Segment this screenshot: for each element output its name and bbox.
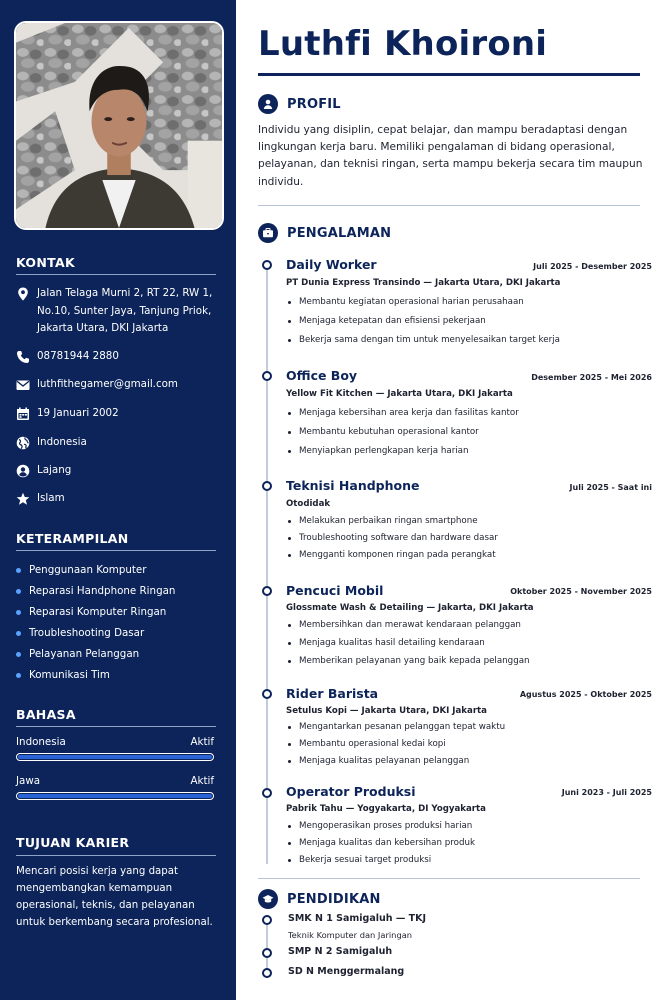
bullet-dot xyxy=(288,743,291,746)
email-icon xyxy=(16,378,30,392)
bullet-dot xyxy=(288,412,291,415)
skill-bullet xyxy=(16,652,21,657)
job-company: Setulus Kopi — Jakarta Utara, DKI Jakarta xyxy=(286,706,487,716)
bullet-text: Melakukan perbaikan ringan smartphone xyxy=(299,516,478,526)
skill-item xyxy=(16,648,139,660)
bullet-dot xyxy=(288,537,291,540)
job-date: Desember 2025 - Mei 2026 xyxy=(531,373,652,382)
language-level: Aktif xyxy=(190,736,214,748)
bullet-text: Mengoperasikan proses produksi harian xyxy=(299,821,473,831)
timeline-dot xyxy=(262,968,272,978)
job-company: Otodidak xyxy=(286,499,331,509)
phone-number: 08781944 2880 xyxy=(37,350,119,362)
profil-heading: PROFIL xyxy=(287,96,341,112)
job-company: Pabrik Tahu — Yogyakarta, DI Yogyakarta xyxy=(286,804,486,814)
bullet-dot xyxy=(288,726,291,729)
skill-bullet xyxy=(16,673,21,678)
job-date: Agustus 2025 - Oktober 2025 xyxy=(519,690,652,699)
job-bullet xyxy=(288,516,478,526)
keterampilan-heading: KETERAMPILAN xyxy=(16,531,129,546)
skill-bullet xyxy=(16,631,21,636)
pengalaman-heading: PENGALAMAN xyxy=(287,225,392,241)
pengalaman-section-title xyxy=(258,223,391,243)
bullet-text: Menjaga kebersihan area kerja dan fasilitas kantor xyxy=(299,408,519,418)
sidebar xyxy=(0,0,236,1000)
job-bullet xyxy=(288,408,519,418)
language-level: Aktif xyxy=(190,775,214,787)
language-row xyxy=(16,775,214,787)
language-level-fill xyxy=(18,755,212,759)
job-bullet xyxy=(288,446,469,456)
skill-bullet xyxy=(16,568,21,573)
job-title: Teknisi Handphone xyxy=(286,478,420,493)
bullet-text: Membersihkan dan merawat kendaraan pelanggan xyxy=(299,620,521,630)
job-bullet xyxy=(288,756,469,766)
job-bullet xyxy=(288,656,530,666)
timeline-dot xyxy=(262,915,272,925)
profil-text: Individu yang disiplin, cepat belajar, dan mampu beradaptasi dengan lingkungan kerja baru. Memiliki pengalaman di bidang operasional, pelayanan, dan teknisi ringan, serta mampu bekerja secara tim maupun individu. xyxy=(258,124,643,188)
education-school: SMK N 1 Samigaluh — TKJ xyxy=(288,913,427,924)
skill-item xyxy=(16,606,166,618)
job-bullet xyxy=(288,550,496,560)
bullet-text: Mengantarkan pesanan pelanggan tepat waktu xyxy=(299,722,506,732)
skill-item xyxy=(16,669,110,681)
bullet-text: Membantu kebutuhan operasional kantor xyxy=(299,427,479,437)
education-major: Teknik Komputer dan Jaringan xyxy=(288,930,413,940)
skill-bullet xyxy=(16,589,21,594)
job-date: Juli 2025 - Desember 2025 xyxy=(533,262,652,271)
contact-nationality xyxy=(16,436,221,452)
skill-item xyxy=(16,627,144,639)
globe-icon xyxy=(16,436,30,450)
name-underline xyxy=(258,73,640,76)
bullet-text: Menjaga ketepatan dan efisiensi pekerjaan xyxy=(299,316,486,326)
contact-address xyxy=(16,287,221,338)
email-address: luthfithegamer@gmail.com xyxy=(37,378,178,390)
tujuan-karier-divider xyxy=(16,855,216,856)
bullet-text: Menjaga kualitas hasil detailing kendaraan xyxy=(299,638,485,648)
education-school: SMP N 2 Samigaluh xyxy=(288,946,393,957)
job-company: PT Dunia Express Transindo — Jakarta Utara, DKI Jakarta xyxy=(286,278,561,288)
pendidikan-heading: PENDIDIKAN xyxy=(287,891,381,907)
skill-label: Troubleshooting Dasar xyxy=(29,627,145,639)
bullet-text: Menjaga kualitas pelayanan pelanggan xyxy=(299,756,470,766)
bahasa-divider xyxy=(16,726,216,727)
phone-icon xyxy=(16,350,30,364)
bullet-dot xyxy=(288,450,291,453)
contact-birthdate xyxy=(16,407,221,423)
language-level-bar xyxy=(16,792,214,800)
language-name: Indonesia xyxy=(16,736,66,748)
bullet-dot xyxy=(288,339,291,342)
bullet-dot xyxy=(288,760,291,763)
keterampilan-divider xyxy=(16,550,216,551)
pendidikan-section-title xyxy=(258,889,381,909)
bullet-dot xyxy=(288,431,291,434)
address-line-1: Jalan Telaga Murni 2, RT 22, RW 1, xyxy=(37,287,213,299)
timeline-dot xyxy=(262,260,272,270)
bullet-dot xyxy=(288,624,291,627)
timeline-dot xyxy=(262,689,272,699)
skill-item xyxy=(16,585,175,597)
bullet-dot xyxy=(288,642,291,645)
graduation-cap-icon xyxy=(258,889,278,909)
timeline-dot xyxy=(262,371,272,381)
job-bullet xyxy=(288,821,472,831)
language-level-fill xyxy=(18,794,212,798)
pengalaman-divider xyxy=(258,878,640,879)
job-bullet xyxy=(288,620,521,630)
contact-phone xyxy=(16,350,221,366)
bullet-dot xyxy=(288,320,291,323)
timeline-dot xyxy=(262,788,272,798)
contact-address-text xyxy=(37,285,212,338)
timeline-dot xyxy=(262,481,272,491)
job-bullet xyxy=(288,855,431,865)
profile-user-icon xyxy=(258,94,278,114)
briefcase-icon xyxy=(258,223,278,243)
skill-label: Komunikasi Tim xyxy=(29,669,110,681)
location-pin-icon xyxy=(16,287,30,301)
job-title: Rider Barista xyxy=(286,686,379,701)
bullet-dot xyxy=(288,301,291,304)
address-line-3: Jakarta Utara, DKI Jakarta xyxy=(37,322,169,334)
job-date: Oktober 2025 - November 2025 xyxy=(510,587,652,596)
bullet-text: Bekerja sesuai target produksi xyxy=(299,855,432,865)
job-bullet xyxy=(288,533,498,543)
profile-photo xyxy=(14,21,224,230)
job-company: Glossmate Wash & Detailing — Jakarta, DKI Jakarta xyxy=(286,603,534,613)
contact-marital-status xyxy=(16,464,221,480)
education-school: SD N Menggermalang xyxy=(288,966,405,977)
skill-label: Pelayanan Pelanggan xyxy=(29,648,140,660)
bullet-dot xyxy=(288,842,291,845)
career-goal-text: Mencari posisi kerja yang dapat mengembangkan kemampuan operasional, teknis, dan pelayanan untuk berkembang secara profesional. xyxy=(16,866,213,928)
address-line-2: No.10, Sunter Jaya, Tanjung Priok, xyxy=(37,304,212,317)
skill-label: Penggunaan Komputer xyxy=(29,564,147,576)
job-bullet xyxy=(288,297,524,307)
job-bullet xyxy=(288,838,475,848)
job-bullet xyxy=(288,316,486,326)
language-name: Jawa xyxy=(16,775,41,787)
job-title: Daily Worker xyxy=(286,257,377,272)
timeline-dot xyxy=(262,948,272,958)
bullet-text: Troubleshooting software dan hardware dasar xyxy=(299,533,498,543)
kontak-heading: KONTAK xyxy=(16,255,75,270)
skill-item xyxy=(16,564,146,576)
bullet-text: Bekerja sama dengan tim untuk menyelesaikan target kerja xyxy=(299,335,560,345)
bullet-text: Mengganti komponen ringan pada perangkat xyxy=(299,550,496,560)
bullet-text: Menjaga kualitas dan kebersihan produk xyxy=(299,838,476,848)
kontak-divider xyxy=(16,274,216,275)
profil-section-title xyxy=(258,94,341,114)
job-bullet xyxy=(288,722,505,732)
birth-date: 19 Januari 2002 xyxy=(37,407,119,419)
skill-label: Reparasi Handphone Ringan xyxy=(29,585,176,597)
nationality: Indonesia xyxy=(37,436,87,448)
full-name: Luthfi Khoironi xyxy=(258,24,548,64)
tujuan-karier-heading: TUJUAN KARIER xyxy=(16,835,130,850)
bullet-dot xyxy=(288,859,291,862)
bullet-dot xyxy=(288,520,291,523)
timeline-dot xyxy=(262,586,272,596)
bullet-dot xyxy=(288,825,291,828)
job-date: Juni 2023 - Juli 2025 xyxy=(561,788,652,797)
language-row xyxy=(16,736,214,748)
job-bullet xyxy=(288,427,479,437)
marital-status: Lajang xyxy=(37,464,72,476)
bullet-text: Membantu kegiatan operasional harian perusahaan xyxy=(299,297,524,307)
education-timeline xyxy=(266,920,268,973)
bullet-text: Memberikan pelayanan yang baik kepada pelanggan xyxy=(299,656,530,666)
job-title: Pencuci Mobil xyxy=(286,583,384,598)
bullet-text: Menyiapkan perlengkapan kerja harian xyxy=(299,446,469,456)
skill-bullet xyxy=(16,610,21,615)
skill-label: Reparasi Komputer Ringan xyxy=(29,606,167,618)
job-title: Office Boy xyxy=(286,368,358,383)
user-icon xyxy=(16,464,30,478)
bahasa-heading: BAHASA xyxy=(16,707,76,722)
job-date: Juli 2025 - Saat ini xyxy=(569,483,652,492)
calendar-icon xyxy=(16,407,30,421)
job-bullet xyxy=(288,638,485,648)
job-company: Yellow Fit Kitchen — Jakarta Utara, DKI Jakarta xyxy=(286,389,513,399)
bullet-dot xyxy=(288,554,291,557)
language-level-bar xyxy=(16,753,214,761)
job-bullet xyxy=(288,739,446,749)
contact-religion xyxy=(16,492,221,508)
job-bullet xyxy=(288,335,560,345)
bullet-dot xyxy=(288,660,291,663)
religion: Islam xyxy=(37,492,65,504)
star-icon xyxy=(16,492,30,506)
contact-email xyxy=(16,378,221,394)
bullet-text: Membantu operasional kedai kopi xyxy=(299,739,446,749)
job-title: Operator Produksi xyxy=(286,784,416,799)
experience-timeline xyxy=(266,262,268,864)
profile-photo-image xyxy=(16,23,222,228)
profil-divider xyxy=(258,205,640,206)
